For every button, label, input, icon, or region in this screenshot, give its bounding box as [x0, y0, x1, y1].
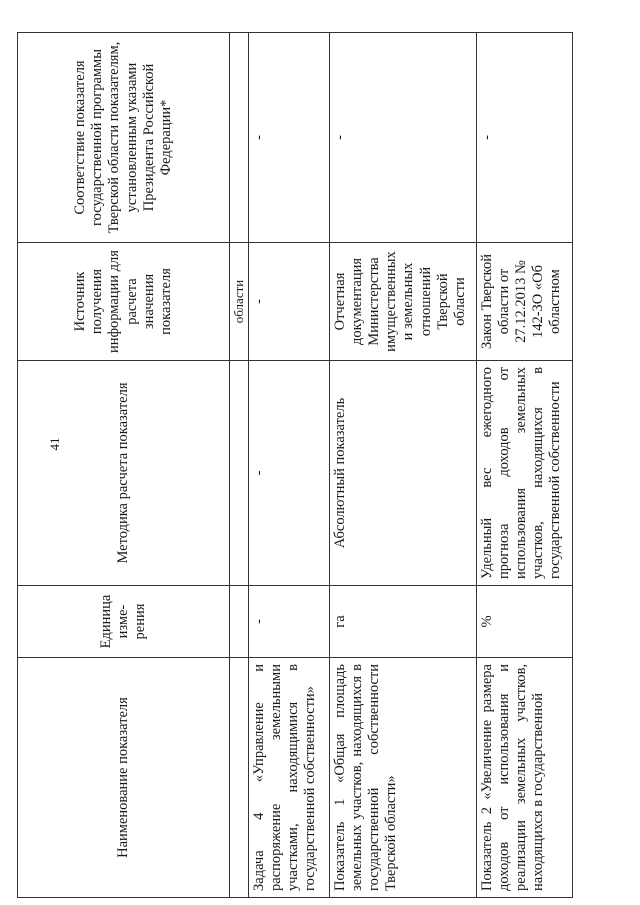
cell-unit: %	[477, 586, 573, 658]
header-source: Источник получения информации для расчета значения показателя	[18, 243, 230, 361]
indicators-table	[17, 32, 573, 898]
header-match: Соответствие показателя государственной программы Тверской области показателям, установленным указами Президента Российской Федерации*	[18, 33, 230, 243]
cell-unit	[230, 586, 249, 658]
cell-source: Закон Тверской области от 27.12.2013 № 142-ЗО «Об областном	[477, 243, 573, 361]
cell-source: Отчетная документация Министерства имущественных и земельных отношений Тверской области	[330, 243, 477, 361]
table-wrapper	[17, 33, 572, 898]
cell-match: -	[330, 33, 477, 243]
cell-source: -	[249, 243, 330, 361]
page-number: 41	[47, 437, 62, 451]
cell-match	[230, 33, 249, 243]
table-row	[249, 33, 330, 898]
header-name: Наименование показателя	[18, 658, 230, 898]
table-row	[330, 33, 477, 898]
cell-unit: га	[330, 586, 477, 658]
cell-name: Показатель 2 «Увеличение размера доходов от использования и реализации земельных участков, находящихся в государственной	[477, 658, 573, 898]
cell-match: -	[249, 33, 330, 243]
header-unit: Единица изме-рения	[18, 586, 230, 658]
table-row	[477, 33, 573, 898]
cell-name: Показатель 1 «Общая площадь земельных участков, находящихся в государственной собственности Тверской области»	[330, 658, 477, 898]
cell-name: Задача 4 «Управление и распоряжение земельными участками, находящимися в государственной собственности»	[249, 658, 330, 898]
table-row	[230, 33, 249, 898]
cell-method: Удельный вес ежегодного прогноза доходов от использования земельных участков, находящихся в государственной собственности	[477, 361, 573, 586]
cell-name	[230, 658, 249, 898]
cell-unit: -	[249, 586, 330, 658]
cell-source: области	[230, 243, 249, 361]
cell-method	[230, 361, 249, 586]
cell-method: -	[249, 361, 330, 586]
rotated-table-frame	[17, 33, 572, 898]
cell-match: -	[477, 33, 573, 243]
header-method: Методика расчета показателя	[18, 361, 230, 586]
table-header-row	[18, 33, 230, 898]
cell-method: Абсолютный показатель	[330, 361, 477, 586]
